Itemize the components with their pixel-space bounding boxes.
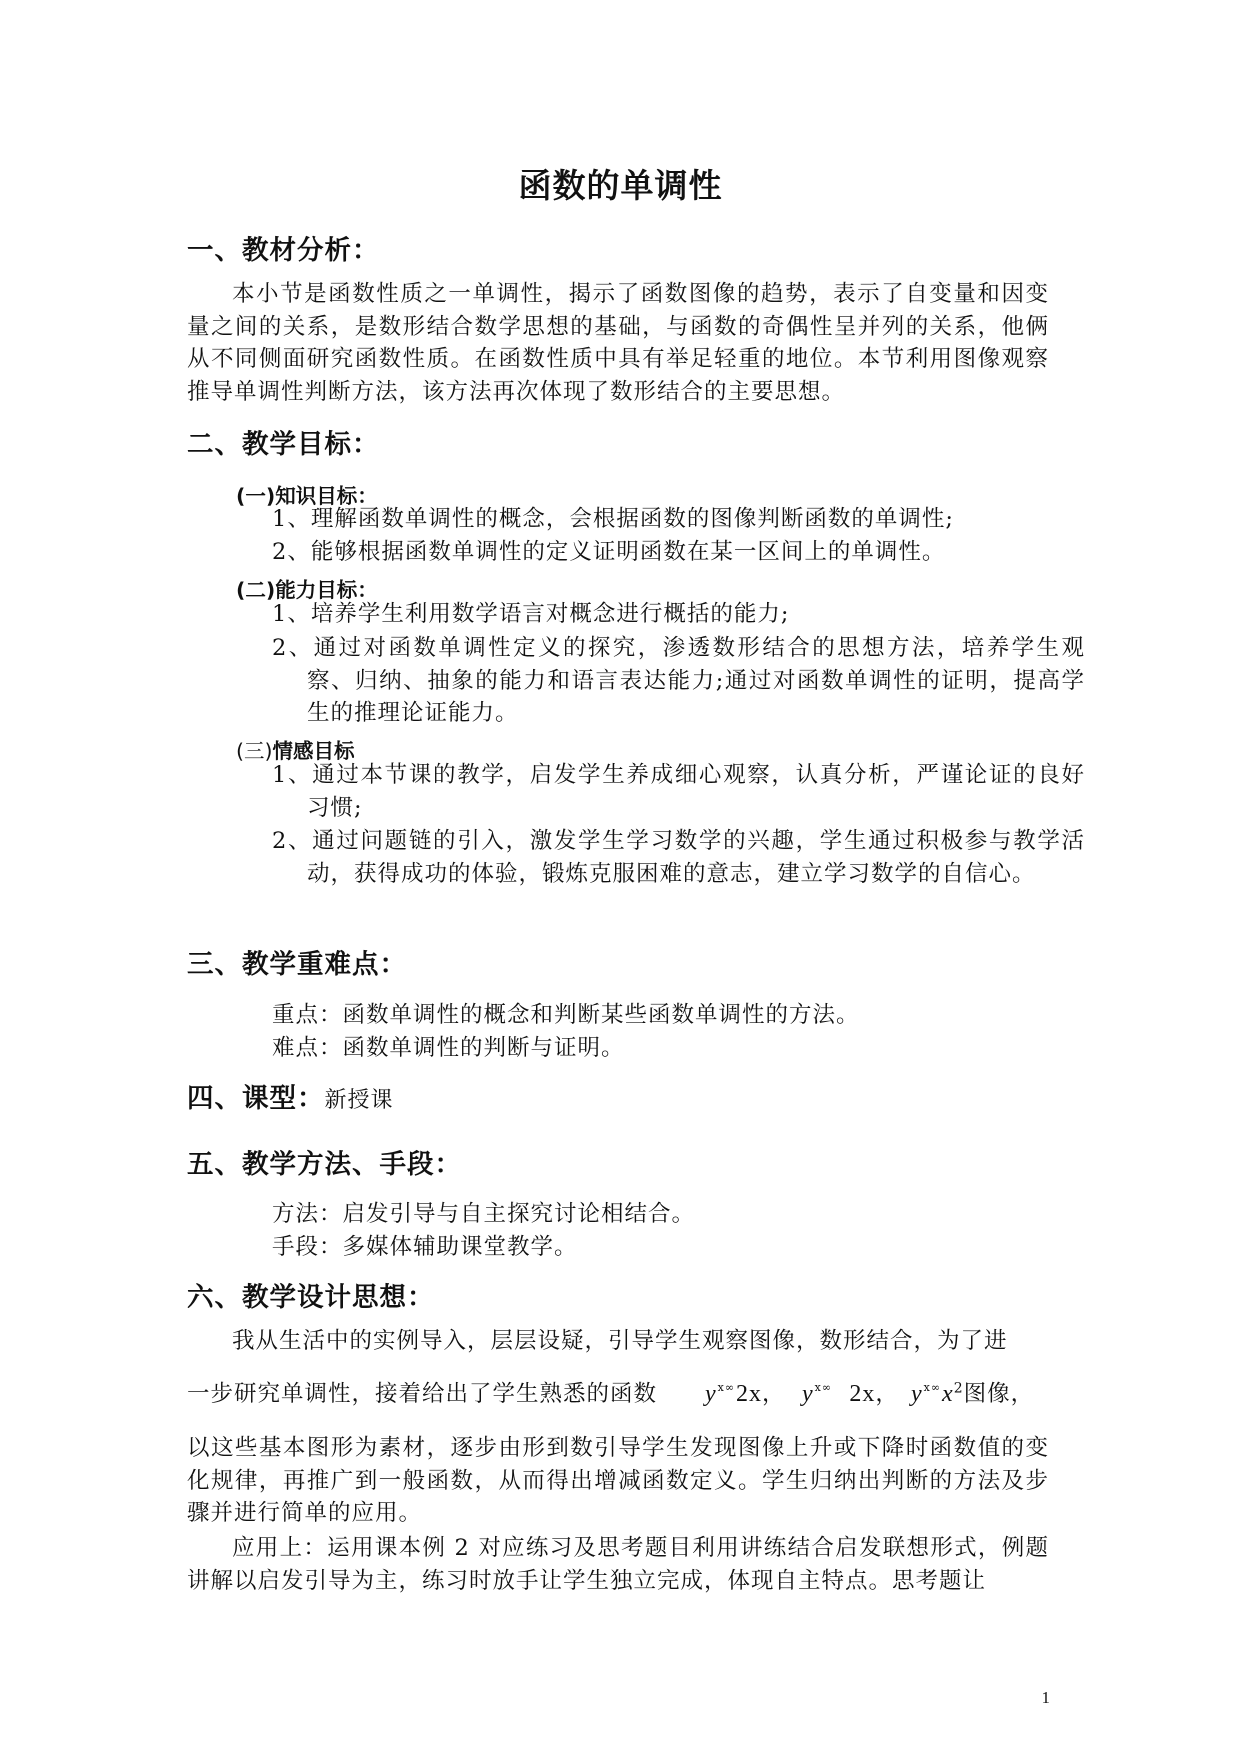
formula-y-equals-x-squared: $y^{ⅹ\infty}x^2$图像， [911,1380,1035,1407]
ability-goal-item-2: 2、通过对函数单调性定义的探究，渗透数形结合的思想方法，培养学生观察、归纳、抽象的能力和语言表达能力;通过对函数单调性的证明，提高学生的推理论证能力。 [272,635,1085,726]
key-point: 重点：函数单调性的概念和判断某些函数单调性的方法。 [272,1002,860,1028]
design-line-2-text: 一步研究单调性，接着给出了学生熟悉的函数 [187,1381,658,1407]
ability-goal-label: (二)能力目标： [236,578,378,602]
teaching-method: 方法：启发引导与自主探究讨论相结合。 [272,1201,696,1227]
emotion-goal-item-2: 2、通过问题链的引入，激发学生学习数学的兴趣，学生通过积极参与教学活动，获得成功的体验，锻炼克服困难的意志，建立学习数学的自信心。 [272,828,1085,887]
section-heading-1: 一、教材分析： [187,235,380,266]
section-heading-2: 二、教学目标： [187,429,380,460]
page-number: 1 [1041,1688,1050,1707]
lesson-type-label: 四、课型： [187,1083,325,1114]
knowledge-goal-item-1: 1、理解函数单调性的概念，会根据函数的图像判断函数的单调性; [272,506,954,532]
section-heading-3: 三、教学重难点： [187,949,407,980]
document-title: 函数的单调性 [518,166,723,205]
knowledge-goal-label: (一)知识目标： [236,484,378,508]
section-1-body: 本小节是函数性质之一单调性，揭示了函数图像的趋势，表示了自变量和因变量之间的关系，是数形结合数学思想的基础，与函数的奇偶性呈并列的关系，他俩从不同侧面研究函数性质。在函数性质中具有举足轻重的地位。本节利用图像观察推导单调性判断方法，该方法再次体现了数形结合的主要思想。 [187,281,1049,405]
emotion-goal-label-text: 情感目标 [272,739,355,763]
emotion-goal-item-1: 1、通过本节课的教学，启发学生养成细心观察，认真分析，严谨论证的良好习惯; [272,762,1085,821]
ability-goal-item-1: 1、培养学生利用数学语言对概念进行概括的能力; [272,601,790,627]
difficult-point: 难点：函数单调性的判断与证明。 [272,1035,625,1061]
emotion-goal-label-number: (三) [236,739,273,763]
design-formula-line [187,1362,1049,1422]
section-heading-6: 六、教学设计思想： [187,1282,435,1313]
formula-y-equals-2x: $y^{ⅹ\infty}2x$， [705,1381,786,1407]
design-paragraph-2: 应用上：运用课本例 2 对应练习及思考题目利用讲练结合启发联想形式，例题讲解以启发引导为主，练习时放手让学生独立完成，体现自主特点。思考题让 [187,1535,1049,1594]
design-paragraph-1-rest: 以这些基本图形为素材，逐步由形到数引导学生发现图像上升或下降时函数值的变化规律，再推广到一般函数，从而得出增减函数定义。学生归纳出判断的方法及步骤并进行简单的应用。 [187,1435,1049,1526]
design-line-1: 我从生活中的实例导入，层层设疑，引导学生观察图像，数形结合，为了进 [232,1328,1008,1354]
section-heading-4 [187,1076,394,1115]
knowledge-goal-item-2: 2、能够根据函数单调性的定义证明函数在某一区间上的单调性。 [272,539,946,565]
section-heading-5: 五、教学方法、手段： [187,1149,462,1180]
lesson-type-value: 新授课 [324,1088,394,1113]
teaching-means: 手段：多媒体辅助课堂教学。 [272,1234,578,1260]
formula-y-equals-neg-2x: $y^{ⅹ\infty}$ 2x， [802,1381,899,1407]
